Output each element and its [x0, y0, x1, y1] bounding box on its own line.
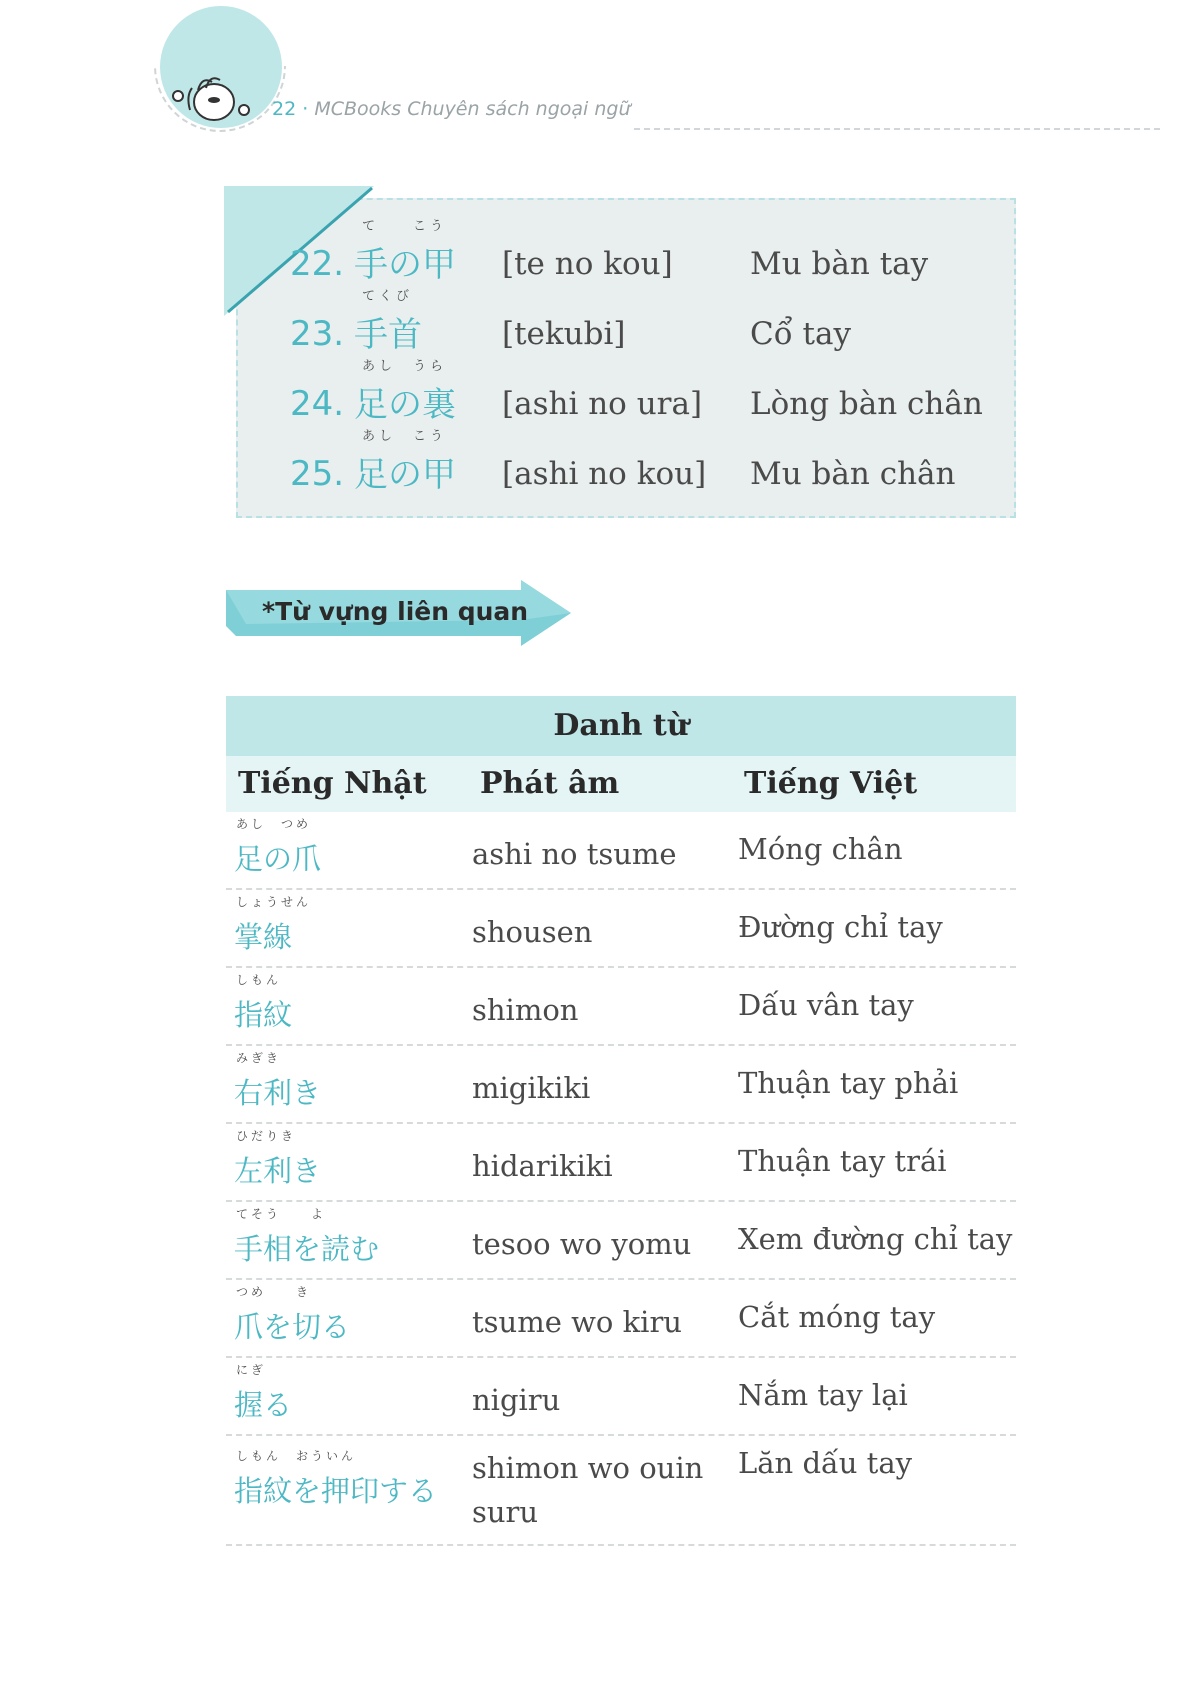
- cell-vietnamese: Cắt móng tay: [738, 1300, 936, 1334]
- table-header-row: [226, 756, 1016, 812]
- cell-furigana: あし つめ: [236, 817, 312, 831]
- cell-vietnamese: Nắm tay lại: [738, 1378, 908, 1412]
- table-row: [226, 1280, 1016, 1358]
- cell-kanji: 掌線: [234, 920, 293, 954]
- cell-romaji: shimon: [472, 993, 579, 1027]
- vocab-item: [290, 219, 1010, 286]
- vocab-vietnamese: Mu bàn chân: [750, 456, 956, 492]
- cell-furigana: しもん: [236, 973, 282, 987]
- vocab-japanese: [354, 289, 422, 356]
- header-pronunciation: Phát âm: [480, 766, 620, 801]
- vocab-furigana: て こう: [362, 219, 448, 234]
- running-header: [272, 98, 630, 120]
- vocab-number: 23.: [290, 314, 345, 354]
- cell-romaji: nigiru: [472, 1383, 561, 1417]
- cell-romaji: shousen: [472, 915, 593, 949]
- table-row: [226, 1124, 1016, 1202]
- table-row: [226, 812, 1016, 890]
- vocab-vietnamese: Mu bàn tay: [750, 246, 929, 282]
- cell-vietnamese: Đường chỉ tay: [738, 910, 943, 944]
- cell-japanese: [234, 1207, 380, 1268]
- vocab-kanji: 足の裏: [354, 385, 456, 425]
- cell-furigana: しもん おういん: [236, 1449, 357, 1463]
- cell-vietnamese: Thuận tay trái: [738, 1144, 947, 1178]
- cell-vietnamese: Xem đường chỉ tay: [738, 1222, 1013, 1256]
- table-row: [226, 1202, 1016, 1280]
- cell-vietnamese: Thuận tay phải: [738, 1066, 959, 1100]
- cell-kanji: 指紋を押印する: [234, 1474, 438, 1508]
- header-japanese: Tiếng Nhật: [238, 766, 427, 801]
- header-vietnamese: Tiếng Việt: [744, 766, 918, 801]
- cell-vietnamese: Lăn dấu tay: [738, 1446, 912, 1480]
- vocab-japanese: [354, 219, 456, 286]
- cell-romaji: tsume wo kiru: [472, 1305, 682, 1339]
- vocab-romaji: [tekubi]: [502, 316, 626, 352]
- vocab-kanji: 手首: [354, 315, 422, 355]
- cell-vietnamese: Dấu vân tay: [738, 988, 914, 1022]
- cell-japanese: [234, 1285, 351, 1346]
- table-row: [226, 1046, 1016, 1124]
- table-row: [226, 1436, 1016, 1546]
- vocab-romaji: [ashi no ura]: [502, 386, 703, 422]
- cell-furigana: てそう よ: [236, 1207, 327, 1221]
- cell-romaji: migikiki: [472, 1071, 591, 1105]
- vocab-item: [290, 429, 1010, 496]
- cell-romaji: hidarikiki: [472, 1149, 613, 1183]
- cell-kanji: 右利き: [234, 1076, 322, 1110]
- cell-kanji: 足の爪: [234, 842, 322, 876]
- vocab-number: 22.: [290, 244, 345, 284]
- vocab-furigana: あし こう: [362, 429, 448, 444]
- cell-japanese: [234, 1129, 322, 1190]
- cell-romaji: ashi no tsume: [472, 837, 677, 871]
- cell-kanji: 指紋: [234, 998, 293, 1032]
- vocab-furigana: あし うら: [362, 359, 448, 374]
- table-row: [226, 890, 1016, 968]
- cell-kanji: 手相を読む: [234, 1232, 380, 1266]
- vocab-number: 25.: [290, 454, 345, 494]
- cell-vietnamese: Móng chân: [738, 832, 903, 866]
- cell-furigana: しょうせん: [236, 895, 312, 909]
- vocab-table: [226, 696, 1016, 1546]
- vocab-kanji: 足の甲: [354, 455, 456, 495]
- header-separator: ·: [302, 98, 309, 120]
- page-number: 22: [272, 98, 297, 120]
- vocab-vietnamese: Cổ tay: [750, 316, 851, 352]
- cell-japanese: [234, 1363, 293, 1424]
- vocab-japanese: [354, 359, 456, 426]
- cell-japanese: [234, 973, 293, 1034]
- table-title: Danh từ: [226, 696, 1016, 756]
- vocab-furigana: てくび: [362, 289, 414, 304]
- vocab-romaji: [te no kou]: [502, 246, 673, 282]
- related-vocab-label: *Từ vựng liên quan: [262, 597, 529, 626]
- cell-kanji: 握る: [234, 1388, 293, 1422]
- vocab-item: [290, 359, 1010, 426]
- cell-furigana: みぎき: [236, 1051, 282, 1065]
- cell-romaji: tesoo wo yomu: [472, 1227, 692, 1261]
- cell-japanese: [234, 1449, 438, 1510]
- cell-kanji: 左利き: [234, 1154, 322, 1188]
- cell-japanese: [234, 895, 312, 956]
- header-divider: [634, 128, 1160, 130]
- publisher-name: MCBooks Chuyên sách ngoại ngữ: [314, 98, 631, 120]
- cell-furigana: ひだりき: [236, 1129, 297, 1143]
- table-row: [226, 968, 1016, 1046]
- cell-furigana: つめ き: [236, 1285, 312, 1299]
- table-row: [226, 1358, 1016, 1436]
- vocab-japanese: [354, 429, 456, 496]
- cell-kanji: 爪を切る: [234, 1310, 351, 1344]
- cell-romaji: shimon wo ouin suru: [472, 1451, 704, 1529]
- cell-japanese: [234, 817, 322, 878]
- cell-furigana: にぎ: [236, 1363, 267, 1377]
- cell-japanese: [234, 1051, 322, 1112]
- vocab-kanji: 手の甲: [354, 245, 456, 285]
- vocab-number: 24.: [290, 384, 345, 424]
- vocab-vietnamese: Lòng bàn chân: [750, 386, 983, 422]
- vocab-item: [290, 289, 1010, 356]
- mascot-icon: [168, 66, 258, 126]
- vocab-romaji: [ashi no kou]: [502, 456, 707, 492]
